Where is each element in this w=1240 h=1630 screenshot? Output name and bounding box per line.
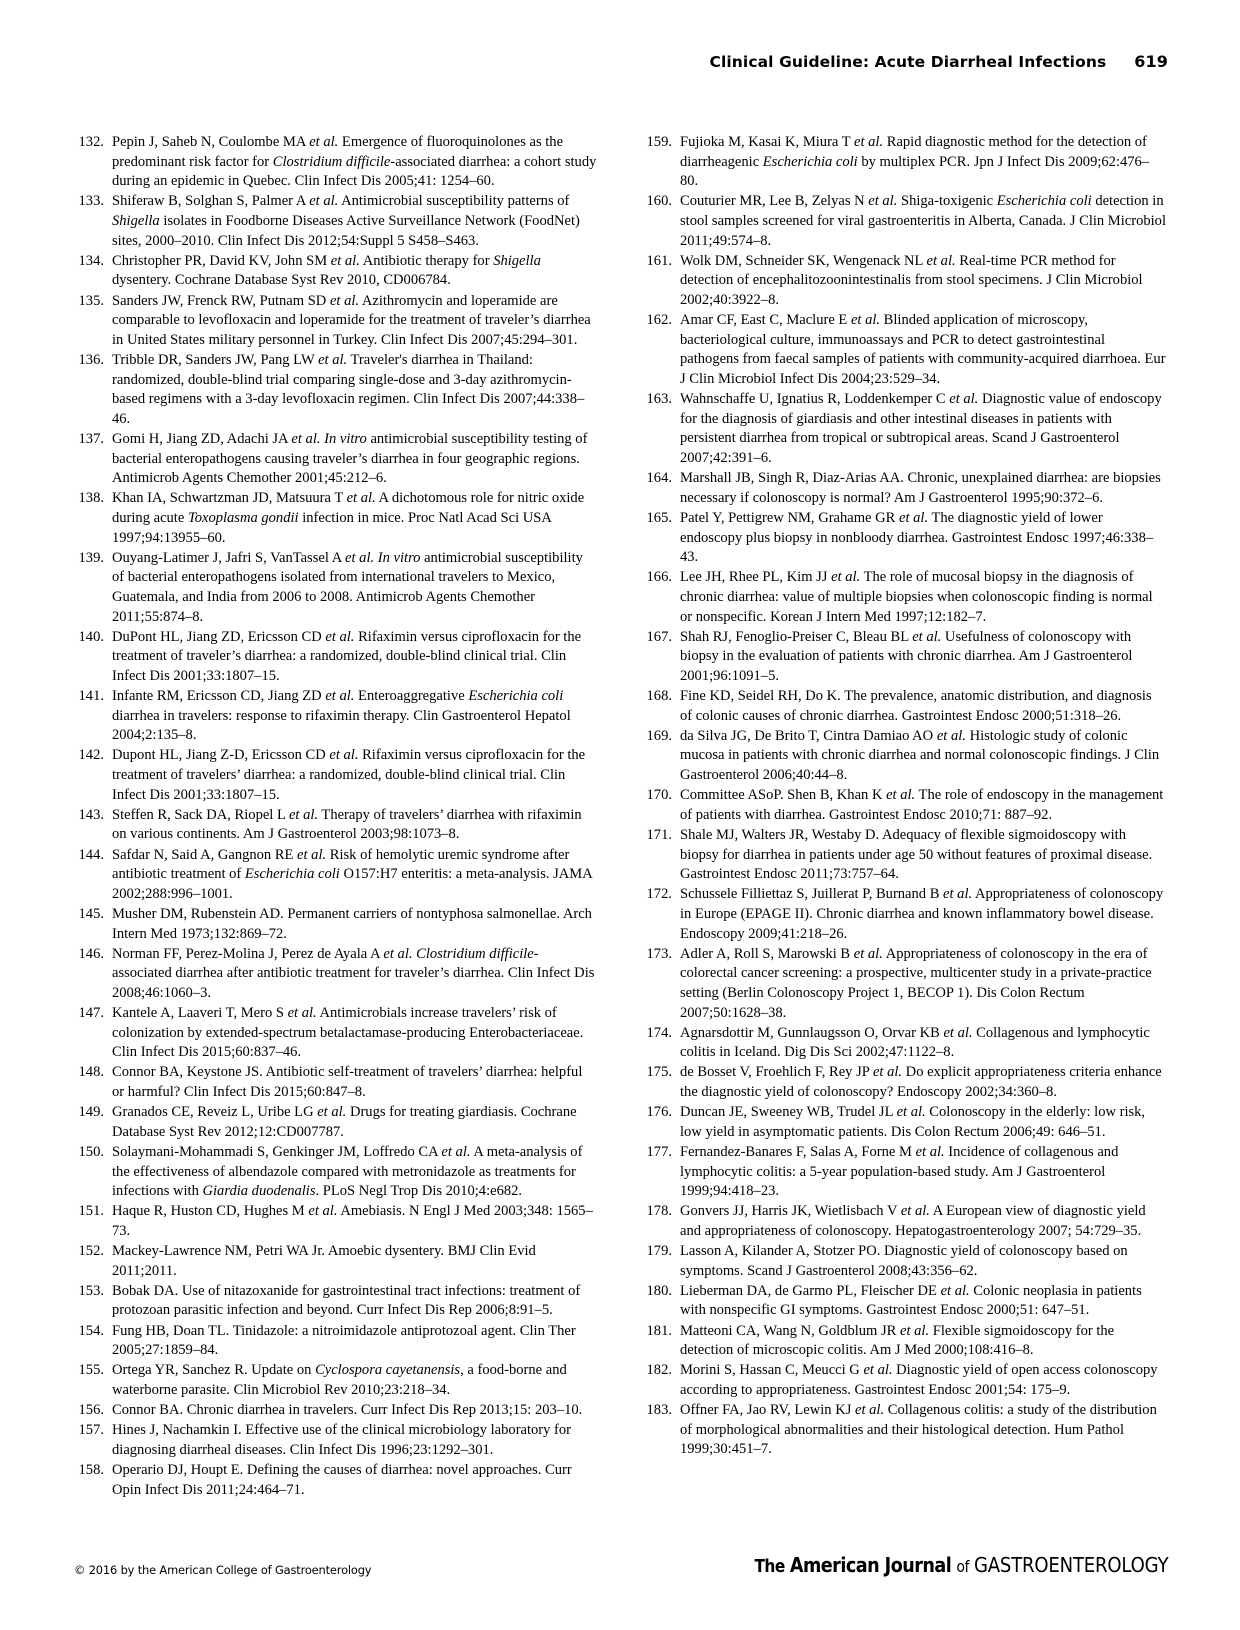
reference-number: 162. [646,312,672,329]
reference-number: 178. [646,1203,672,1220]
reference-item [642,568,1166,627]
reference-item [74,945,598,1004]
reference-item [642,133,1166,192]
reference-text: Tribble DR, Sanders JW, Pang LW et al. Traveler's diarrhea in Thailand: randomized, double-blind trial comparing single-dose and 3-day azithromycin-based regimens with a 3-day levofloxacin regimen. Clin Infect Dis 2007;44:338–46. [112,351,585,427]
reference-text: Couturier MR, Lee B, Zelyas N et al. Shiga-toxigenic Escherichia coli detection in stool samples screened for viral gastroenteritis in Alberta, Canada. J Clin Microbiol 2011;49:574–8. [680,193,1166,249]
reference-item [74,489,598,548]
reference-text: Agnarsdottir M, Gunnlaugsson O, Orvar KB et al. Collagenous and lymphocytic colitis in Iceland. Dig Dis Sci 2002;47:1122–8. [680,1024,1150,1061]
reference-text: Steffen R, Sack DA, Riopel L et al. Therapy of travelers’ diarrhea with rifaximin on various continents. Am J Gastroenterol 2003;98:1073–8. [112,806,582,843]
reference-number: 145. [78,905,104,922]
reference-item [642,628,1166,687]
reference-text: Committee ASoP. Shen B, Khan K et al. The role of endoscopy in the management of patients with diarrhea. Gastrointest Endosc 2010;71: 887–92. [680,787,1164,823]
reference-item [642,1322,1166,1361]
reference-number: 179. [646,1243,672,1259]
reference-item [74,292,598,351]
journal-logo-of: of [955,1557,969,1576]
reference-number: 164. [646,470,672,487]
reference-item [74,1401,598,1421]
reference-item [74,192,598,251]
reference-item [642,1202,1166,1241]
reference-number: 153. [78,1282,104,1299]
reference-text: Wahnschaffe U, Ignatius R, Loddenkemper C et al. Diagnostic value of endoscopy for the diagnosis of giardiasis and other intestinal diseases in patients with persistent diarrhea from tropical or subtropical areas. Scand J Gastroenterol 2007;42:391–6. [680,391,1162,466]
reference-item [74,1361,598,1400]
reference-text: Operario DJ, Houpt E. Defining the causes of diarrhea: novel approaches. Curr Opin Infect Dis 2011;24:464–71. [112,1461,572,1498]
reference-number: 172. [646,886,672,903]
reference-text: Fine KD, Seidel RH, Do K. The prevalence, anatomic distribution, and diagnosis of colonic causes of chronic diarrhea. Gastrointest Endosc 2000;51:318–26. [680,688,1152,724]
reference-item [74,846,598,905]
reference-text: Fung HB, Doan TL. Tinidazole: a nitroimidazole antiprotozoal agent. Clin Ther 2005;27:1859–84. [112,1322,576,1359]
reference-text: Musher DM, Rubenstein AD. Permanent carriers of nontyphosa salmonellae. Arch Intern Med 1973;132:869–72. [112,905,592,942]
page-footer [74,1553,1168,1577]
reference-number: 170. [646,787,672,804]
reference-item [74,1202,598,1241]
reference-text: Fujioka M, Kasai K, Miura T et al. Rapid diagnostic method for the detection of diarrheagenic Escherichia coli by multiplex PCR. Jpn J Infect Dis 2009;62:476–80. [680,134,1150,190]
reference-number: 139. [78,549,104,566]
reference-number: 147. [78,1005,104,1021]
reference-number: 156. [78,1402,104,1418]
reference-item [642,945,1166,1024]
reference-text: Morini S, Hassan C, Meucci G et al. Diagnostic yield of open access colonoscopy according to appropriateness. Gastrointest Endosc 2001;54: 175–9. [680,1362,1158,1398]
reference-text: DuPont HL, Jiang ZD, Ericsson CD et al. Rifaximin versus ciprofloxacin for the treatment of traveler’s diarrhea: a randomized, double-blind clinical trial. Clin Infect Dis 2001;33:1807–15. [112,628,582,684]
reference-text: Norman FF, Perez-Molina J, Perez de Ayala A et al. Clostridium difficile-associated diarrhea after antibiotic treatment for traveler’s diarrhea. Clin Infect Dis 2008;46:1060–3. [112,945,595,1001]
reference-number: 143. [78,806,104,823]
reference-number: 155. [78,1362,104,1379]
reference-item [642,192,1166,251]
reference-number: 148. [78,1064,104,1081]
reference-text: Ortega YR, Sanchez R. Update on Cyclospora cayetanensis, a food-borne and waterborne parasite. Clin Microbiol Rev 2010;23:218–34. [112,1362,567,1398]
reference-number: 180. [646,1282,672,1299]
reference-item [642,390,1166,469]
reference-item [74,1282,598,1321]
reference-number: 146. [78,945,104,962]
reference-text: Haque R, Huston CD, Hughes M et al. Amebiasis. N Engl J Med 2003;348: 1565–73. [112,1203,593,1239]
reference-item [642,311,1166,390]
reference-item [74,1063,598,1102]
reference-item [74,687,598,746]
reference-text: Lieberman DA, de Garmo PL, Fleischer DE et al. Colonic neoplasia in patients with nonspecific GI symptoms. Gastrointest Endosc 2000;51: 647–51. [680,1282,1142,1319]
reference-text: Schussele Filliettaz S, Juillerat P, Burnand B et al. Appropriateness of colonoscopy in Europe (EPAGE II). Chronic diarrhea and known inflammatory bowel disease. Endoscopy 2009;41:218–26. [680,886,1164,942]
reference-item [74,1421,598,1460]
reference-number: 177. [646,1143,672,1160]
reference-text: Amar CF, East C, Maclure E et al. Blinded application of microscopy, bacteriological culture, immunoassays and PCR to detect gastrointestinal pathogens from faecal samples of patients with community-acquired diarrhoea. Eur J Clin Microbiol Infect Dis 2004;23:529–34. [680,312,1166,387]
reference-number: 158. [78,1461,104,1478]
reference-number: 142. [78,747,104,764]
running-head [709,52,1168,71]
reference-number: 149. [78,1104,104,1121]
reference-item [74,1242,598,1281]
reference-text: Solaymani-Mohammadi S, Genkinger JM, Loffredo CA et al. A meta-analysis of the effectiveness of albendazole compared with metronidazole as treatments for infections with Giardia duodenalis. PLoS Negl Trop Dis 2010;4:e682. [112,1143,583,1200]
reference-item [74,549,598,628]
reference-text: de Bosset V, Froehlich F, Rey JP et al. Do explicit appropriateness criteria enhance the diagnostic yield of colonoscopy? Endoscopy 2002;34:360–8. [680,1064,1162,1100]
reference-item [74,1461,598,1500]
reference-text: Gomi H, Jiang ZD, Adachi JA et al. In vitro antimicrobial susceptibility testing of bacterial enteropathogens causing traveler’s diarrhea in four geographic regions. Antimicrob Agents Chemother 2001;45:212–6. [112,430,588,487]
reference-text: Bobak DA. Use of nitazoxanide for gastrointestinal tract infections: treatment of protozoan parasitic infection and beyond. Curr Infect Dis Rep 2006;8:91–5. [112,1282,581,1319]
reference-list-left [74,133,598,1500]
reference-number: 159. [646,134,672,150]
reference-number: 154. [78,1322,104,1339]
reference-item [74,1322,598,1361]
reference-item [642,1242,1166,1281]
reference-number: 165. [646,509,672,526]
reference-text: Sanders JW, Frenck RW, Putnam SD et al. Azithromycin and loperamide are comparable to levofloxacin and loperamide for the treatment of traveler’s diarrhea in United States military personnel in Turkey. Clin Infect Dis 2007;45:294–301. [112,292,591,348]
reference-text: Granados CE, Reveiz L, Uribe LG et al. Drugs for treating giardiasis. Cochrane Database Syst Rev 2012;12:CD007787. [112,1104,577,1140]
reference-item [642,1282,1166,1321]
reference-text: Infante RM, Ericsson CD, Jiang ZD et al. Enteroaggregative Escherichia coli diarrhea in travelers: response to rifaximin therapy. Clin Gastroenterol Hepatol 2004;2:135–8. [112,688,571,744]
reference-number: 163. [646,391,672,408]
reference-text: Lasson A, Kilander A, Stotzer PO. Diagnostic yield of colonoscopy based on symptoms. Scand J Gastroenterol 2008;43:356–62. [680,1243,1128,1279]
reference-number: 167. [646,628,672,645]
reference-number: 135. [78,292,104,309]
reference-item [74,1004,598,1063]
reference-item [642,1063,1166,1102]
reference-item [642,252,1166,311]
reference-number: 175. [646,1064,672,1081]
reference-number: 137. [78,430,104,447]
reference-text: Shale MJ, Walters JR, Westaby D. Adequacy of flexible sigmoidoscopy with biopsy for diarrhea in patients under age 50 without features of proximal disease. Gastrointest Endosc 2011;73:757–64. [680,826,1153,883]
reference-text: Fernandez-Banares F, Salas A, Forne M et al. Incidence of collagenous and lymphocytic colitis: a 5-year population-based study. Am J Gastroenterol 1999;94:418–23. [680,1143,1119,1200]
reference-item [74,628,598,687]
reference-text: Connor BA. Chronic diarrhea in travelers. Curr Infect Dis Rep 2013;15: 203–10. [112,1402,583,1418]
reference-item [642,469,1166,508]
reference-number: 151. [78,1203,104,1220]
reference-text: Shiferaw B, Solghan S, Palmer A et al. Antimicrobial susceptibility patterns of Shigella isolates in Foodborne Diseases Active Surveillance Network (FoodNet) sites, 2000–2010. Clin Infect Dis 2012;54:Suppl 5 S458–S463. [112,193,580,249]
reference-item [642,1143,1166,1202]
reference-item [642,687,1166,726]
reference-column-right [642,133,1166,1501]
reference-text: da Silva JG, De Brito T, Cintra Damiao AO et al. Histologic study of colonic mucosa in patients with chronic diarrhea and normal colonoscopic findings. J Clin Gastroenterol 2006;40:44–8. [680,727,1160,783]
reference-item [642,1401,1166,1460]
reference-number: 152. [78,1243,104,1259]
reference-number: 169. [646,727,672,744]
reference-item [74,905,598,944]
reference-number: 132. [78,134,104,150]
reference-text: Gonvers JJ, Harris JK, Wietlisbach V et al. A European view of diagnostic yield and appropriateness of colonoscopy. Hepatogastroenterology 2007; 54:729–35. [680,1203,1146,1239]
reference-item [74,806,598,845]
journal-logo-the: The [754,1557,785,1577]
reference-item [642,1024,1166,1063]
reference-text: Mackey-Lawrence NM, Petri WA Jr. Amoebic dysentery. BMJ Clin Evid 2011;2011. [112,1243,536,1279]
journal-logo [754,1553,1168,1577]
reference-number: 141. [78,688,104,704]
reference-number: 160. [646,193,672,210]
reference-number: 171. [646,826,672,843]
reference-number: 166. [646,569,672,586]
reference-text: Marshall JB, Singh R, Diaz-Arias AA. Chronic, unexplained diarrhea: are biopsies necessary if colonoscopy is normal? Am J Gastroenterol 1995;90:372–6. [680,470,1161,506]
journal-logo-gastroenterology: GASTROENTEROLOGY [973,1553,1168,1577]
reference-item [74,133,598,192]
running-head-title: Clinical Guideline: Acute Diarrheal Infections [709,53,1107,71]
reference-item [74,351,598,430]
reference-number: 173. [646,945,672,962]
reference-text: Adler A, Roll S, Marowski B et al. Appropriateness of colonoscopy in the era of colorectal cancer screening: a prospective, multicenter study in a private-practice setting (Berlin Colonoscopy Project 1, BECOP 1). Dis Colon Rectum 2007;50:1628–38. [680,945,1152,1021]
reference-text: Duncan JE, Sweeney WB, Trudel JL et al. Colonoscopy in the elderly: low risk, low yield in asymptomatic patients. Dis Colon Rectum 2006;49: 646–51. [680,1104,1146,1140]
reference-item [74,252,598,291]
reference-number: 140. [78,628,104,645]
reference-text: Kantele A, Laaveri T, Mero S et al. Antimicrobials increase travelers’ risk of colonization by extended-spectrum betalactamase-producing Enterobacteriaceae. Clin Infect Dis 2015;60:837–46. [112,1005,584,1061]
reference-text: Wolk DM, Schneider SK, Wengenack NL et al. Real-time PCR method for detection of encephalitozoonintestinalis from stool specimens. J Clin Microbiol 2002;40:3922–8. [680,252,1143,308]
reference-number: 133. [78,193,104,210]
reference-text: Christopher PR, David KV, John SM et al. Antibiotic therapy for Shigella dysentery. Cochrane Database Syst Rev 2010, CD006784. [112,252,541,289]
reference-item [642,1103,1166,1142]
reference-number: 183. [646,1402,672,1418]
reference-text: Ouyang-Latimer J, Jafri S, VanTassel A et al. In vitro antimicrobial susceptibility of bacterial enteropathogens isolated from international travelers to Mexico, Guatemala, and India from 2006 to 2008. Antimicrob Agents Chemother 2011;55:874–8. [112,549,583,625]
reference-text: Khan IA, Schwartzman JD, Matsuura T et al. A dichotomous role for nitric oxide during acute Toxoplasma gondii infection in mice. Proc Natl Acad Sci USA 1997;94:13955–60. [112,490,585,546]
reference-number: 134. [78,252,104,269]
reference-text: Hines J, Nachamkin I. Effective use of the clinical microbiology laboratory for diagnosing diarrheal diseases. Clin Infect Dis 1996;23:1292–301. [112,1422,572,1458]
reference-number: 144. [78,846,104,863]
reference-number: 168. [646,688,672,704]
reference-item [74,1143,598,1202]
copyright-notice: © 2016 by the American College of Gastroenterology [74,1563,372,1577]
reference-text: Patel Y, Pettigrew NM, Grahame GR et al. The diagnostic yield of lower endoscopy plus biopsy in nonbloody diarrhea. Gastrointest Endosc 1997;46:338–43. [680,509,1154,566]
reference-number: 161. [646,252,672,269]
reference-text: Pepin J, Saheb N, Coulombe MA et al. Emergence of fluoroquinolones as the predominant risk factor for Clostridium difficile-associated diarrhea: a cohort study during an epidemic in Quebec. Clin Infect Dis 2005;41: 1254–60. [112,134,597,190]
reference-text: Lee JH, Rhee PL, Kim JJ et al. The role of mucosal biopsy in the diagnosis of chronic diarrhea: value of multiple biopsies when colonoscopic finding is normal or nonspecific. Korean J Intern Med 1997;12:182–7. [680,569,1153,625]
reference-number: 157. [78,1422,104,1439]
reference-item [74,1103,598,1142]
reference-number: 150. [78,1143,104,1160]
reference-number: 176. [646,1104,672,1121]
reference-item [642,727,1166,786]
reference-number: 138. [78,490,104,507]
reference-item [642,826,1166,885]
reference-item [74,746,598,805]
reference-number: 136. [78,351,104,368]
reference-text: Offner FA, Jao RV, Lewin KJ et al. Collagenous colitis: a study of the distribution of morphological abnormalities and their histological detection. Hum Pathol 1999;30:451–7. [680,1402,1157,1458]
reference-columns [74,133,1167,1501]
page-number: 619 [1134,52,1168,71]
reference-text: Shah RJ, Fenoglio-Preiser C, Bleau BL et al. Usefulness of colonoscopy with biopsy in the evaluation of patients with chronic diarrhea. Am J Gastroenterol 2001;96:1091–5. [680,628,1133,684]
reference-list-right [642,133,1166,1460]
reference-text: Matteoni CA, Wang N, Goldblum JR et al. Flexible sigmoidoscopy for the detection of microscopic colitis. Am J Med 2000;108:416–8. [680,1322,1115,1359]
journal-logo-american-journal: American Journal [789,1553,951,1577]
reference-number: 182. [646,1362,672,1379]
reference-text: Dupont HL, Jiang Z-D, Ericsson CD et al. Rifaximin versus ciprofloxacin for the treatment of travelers’ diarrhea: a randomized, double-blind clinical trial. Clin Infect Dis 2001;33:1807–15. [112,747,586,803]
reference-text: Safdar N, Said A, Gangnon RE et al. Risk of hemolytic uremic syndrome after antibiotic treatment of Escherichia coli O157:H7 enteritis: a meta-analysis. JAMA 2002;288:996–1001. [112,846,592,902]
reference-number: 181. [646,1322,672,1339]
reference-text: Connor BA, Keystone JS. Antibiotic self-treatment of travelers’ diarrhea: helpful or harmful? Clin Infect Dis 2015;60:847–8. [112,1064,583,1100]
reference-column-left [74,133,598,1501]
reference-item [642,885,1166,944]
reference-item [642,509,1166,568]
reference-number: 174. [646,1024,672,1041]
reference-item [642,1361,1166,1400]
reference-item [74,430,598,489]
reference-item [642,786,1166,825]
